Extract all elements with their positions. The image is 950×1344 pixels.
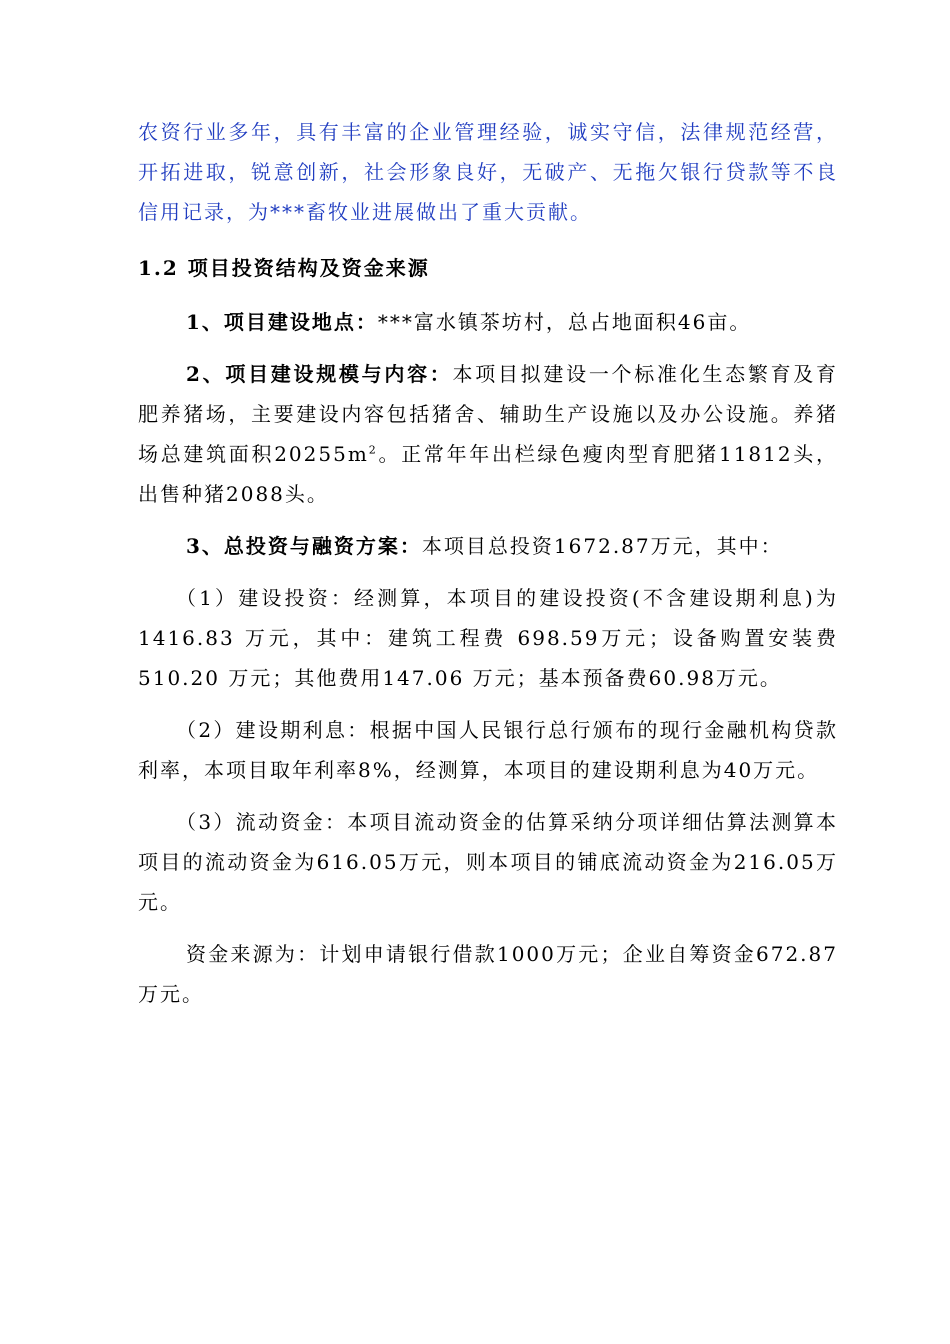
item-project-scale-text-after: 。正常年年出栏绿色瘦肉型育肥猪11812头，出售种猪2088头。 (138, 442, 839, 506)
item-project-location-label: 1、项目建设地点： (186, 310, 378, 334)
superscript-square: 2 (368, 443, 378, 457)
item-project-scale (138, 354, 838, 514)
item-project-scale-label: 2、项目建设规模与内容： (186, 362, 453, 386)
item-project-location-text: ***富水镇茶坊村，总占地面积46亩。 (377, 310, 752, 334)
funding-source: 资金来源为：计划申请银行借款1000万元；企业自筹资金672.87万元。 (138, 942, 838, 1006)
item-project-location (138, 302, 838, 342)
item-investment-plan (138, 526, 838, 566)
item-project-scale-text: 本项目拟建设一个标准化生态繁育及育肥养猪场，主要建设内容包括猪舍、辅助生产设施以及办公设施。养猪场总建筑面积20255m (138, 362, 839, 466)
item-investment-plan-text: 本项目总投资1672.87万元，其中： (421, 534, 783, 558)
sub-construction-interest: （2）建设期利息：根据中国人民银行总行颁布的现行金融机构贷款利率，本项目取年利率8%，经测算，本项目的建设期利息为40万元。 (138, 718, 838, 782)
sub-construction-investment: （1）建设投资：经测算，本项目的建设投资(不含建设期利息)为1416.83 万元，其中：建筑工程费 698.59万元；设备购置安装费510.20 万元；其他费用147.06 万元；基本预备费60.98万元。 (138, 586, 838, 690)
section-heading: 1.2 项目投资结构及资金来源 (138, 256, 430, 280)
intro-paragraph: 农资行业多年，具有丰富的企业管理经验，诚实守信，法律规范经营，开拓进取，锐意创新，社会形象良好，无破产、无拖欠银行贷款等不良信用记录，为***畜牧业进展做出了重大贡献。 (138, 120, 838, 224)
sub-working-capital: （3）流动资金：本项目流动资金的估算采纳分项详细估算法测算本项目的流动资金为616.05万元，则本项目的铺底流动资金为216.05万元。 (138, 810, 838, 914)
document-page (138, 112, 838, 1026)
item-investment-plan-label: 3、总投资与融资方案： (186, 534, 422, 558)
